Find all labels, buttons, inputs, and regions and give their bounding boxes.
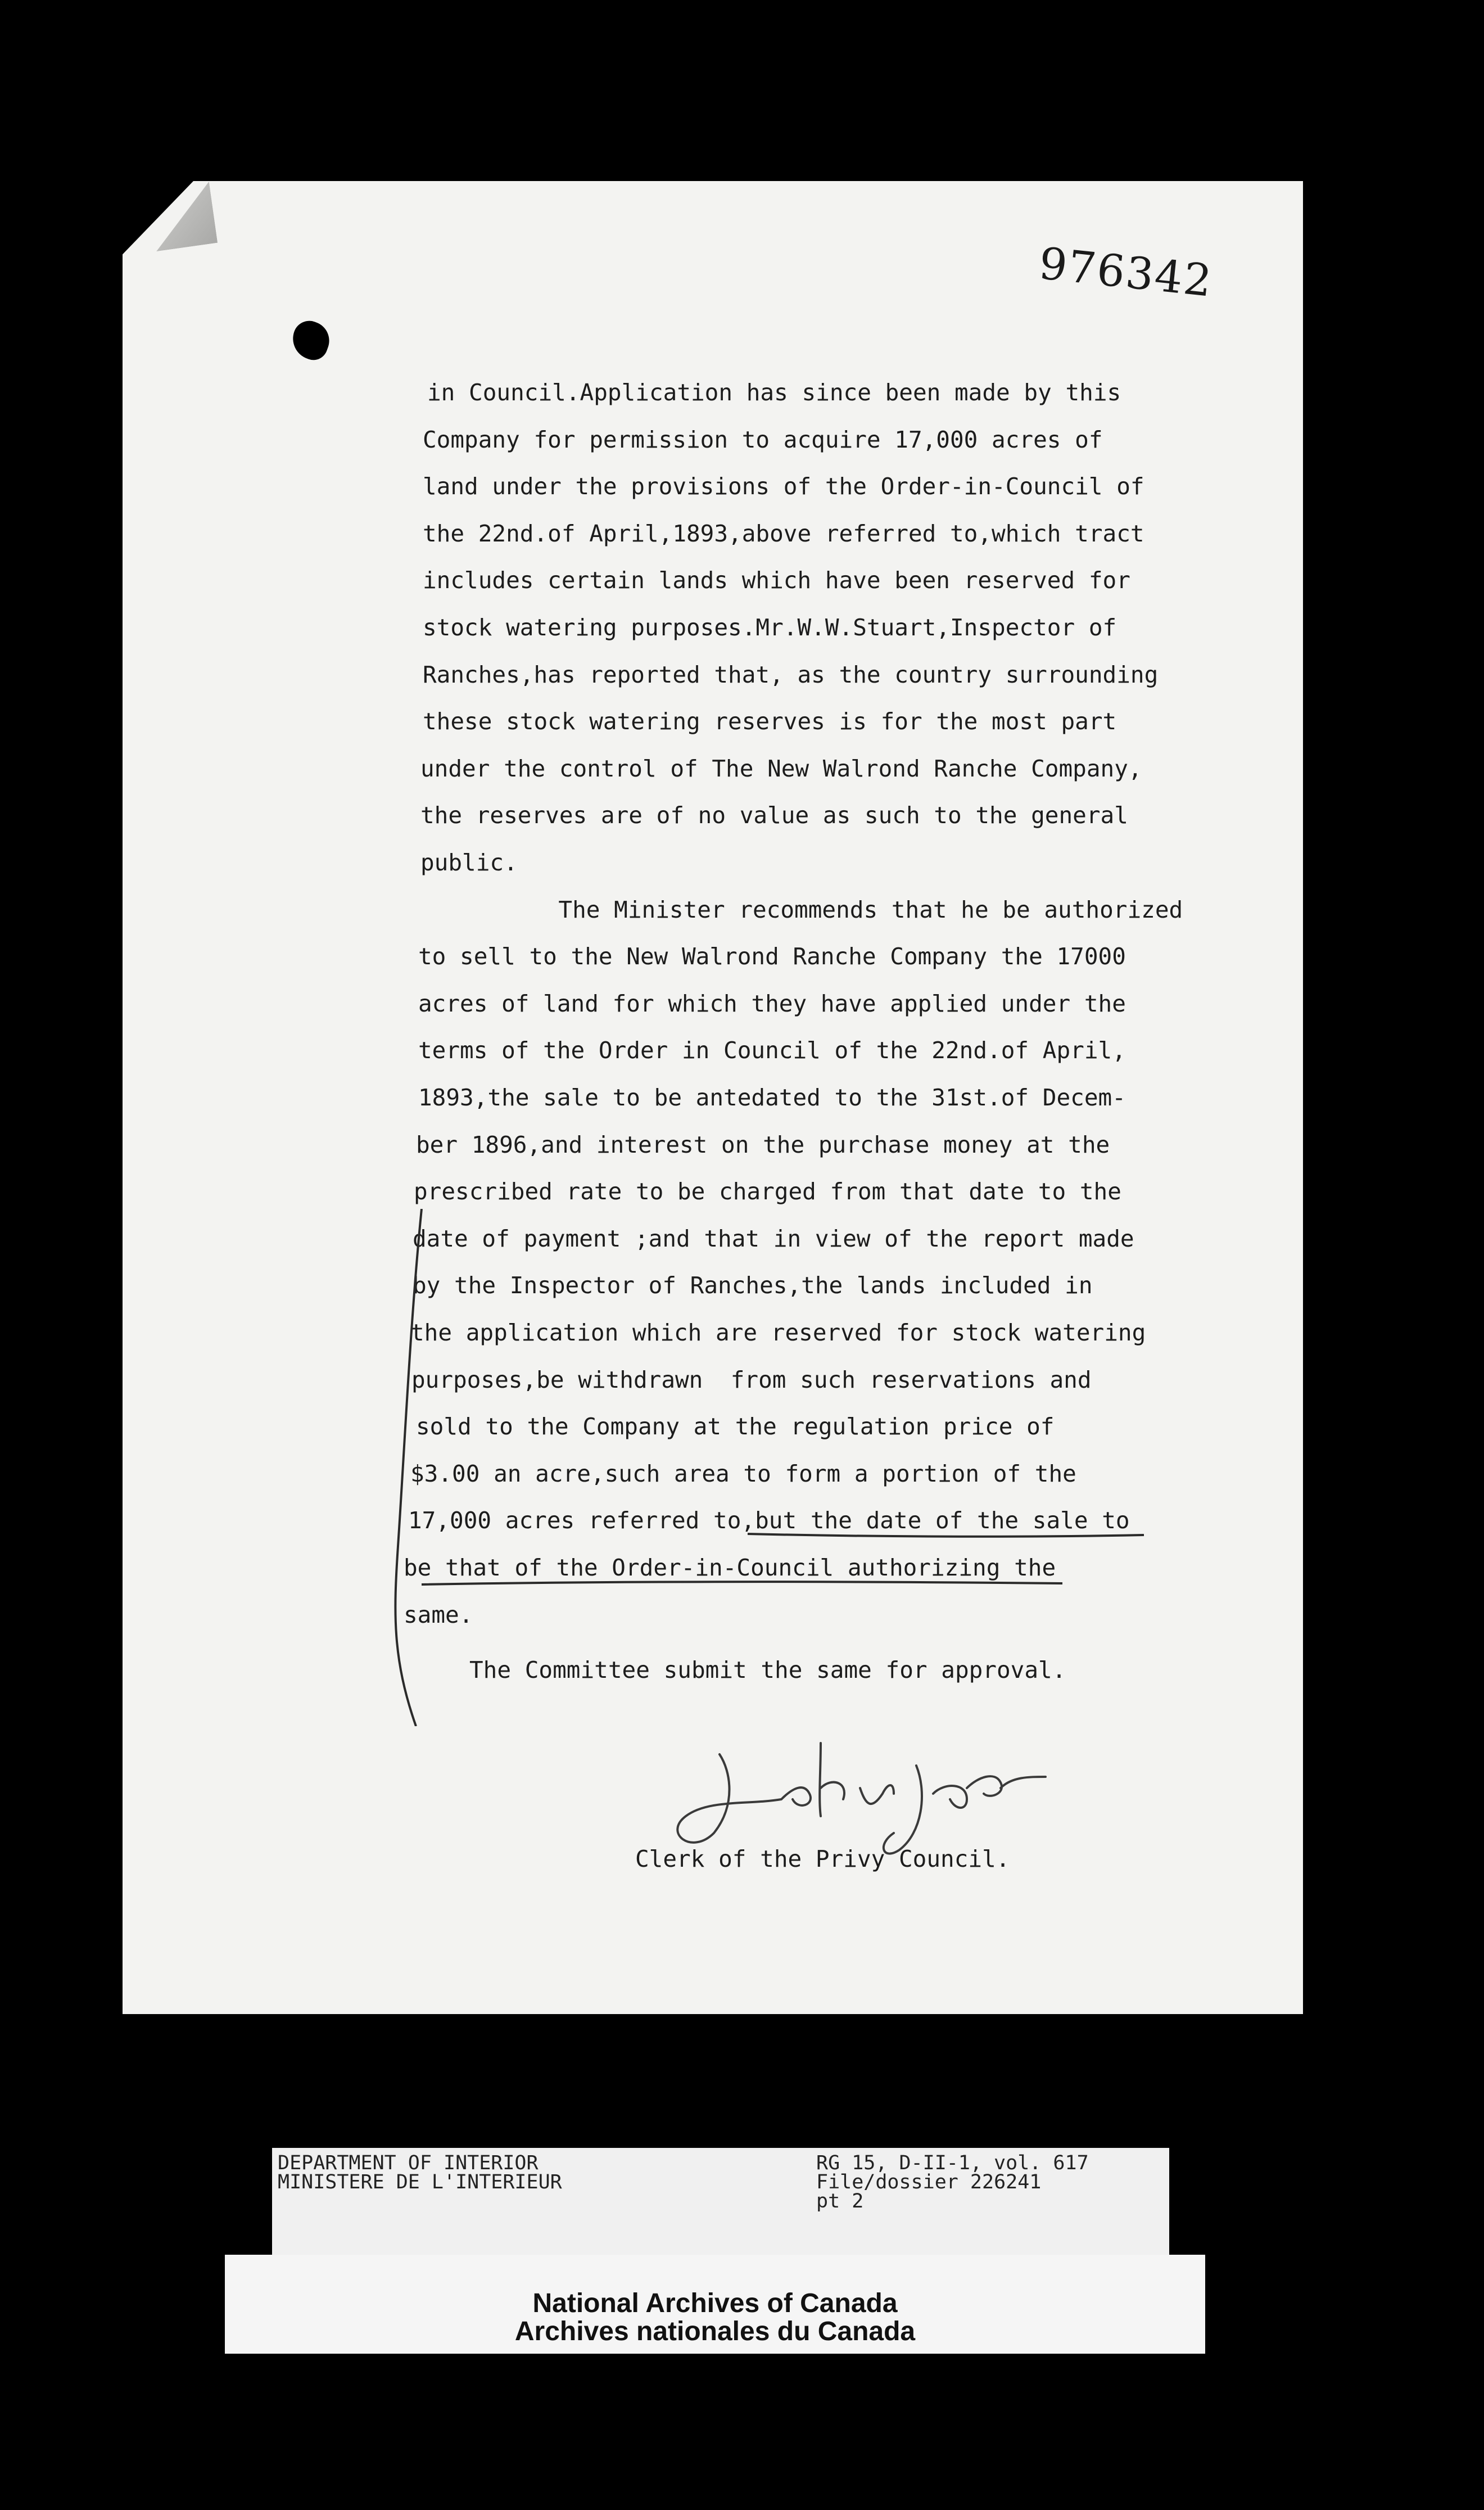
document-line: the 22nd.of April,1893,above referred to,which tract bbox=[423, 520, 1144, 547]
document-line: Ranches,has reported that, as the country surrounding bbox=[423, 661, 1159, 688]
document-line: date of payment ;and that in view of the report made bbox=[413, 1225, 1134, 1252]
document-line: terms of the Order in Council of the 22nd.of April, bbox=[418, 1037, 1126, 1064]
part-number: pt 2 bbox=[816, 2190, 864, 2213]
document-line: same. bbox=[404, 1601, 473, 1628]
document-line: stock watering purposes.Mr.W.W.Stuart,Inspector of bbox=[423, 614, 1117, 641]
handwritten-signature bbox=[652, 1721, 1068, 1861]
document-line: by the Inspector of Ranches,the lands included in bbox=[413, 1272, 1093, 1299]
department-english: DEPARTMENT OF INTERIOR bbox=[278, 2152, 539, 2174]
document-line: 1893,the sale to be antedated to the 31st.of Decem- bbox=[418, 1084, 1126, 1111]
archive-name-french: Archives nationales du Canada bbox=[514, 2317, 916, 2346]
closing-line: The Committee submit the same for approval. bbox=[469, 1656, 1066, 1683]
archive-banner bbox=[225, 2255, 1205, 2354]
department-french: MINISTERE DE L'INTERIEUR bbox=[278, 2171, 562, 2193]
pencil-underline-mark bbox=[388, 1518, 1175, 1608]
document-line: includes certain lands which have been reserved for bbox=[423, 567, 1130, 594]
document-line: to sell to the New Walrond Ranche Company the 17000 bbox=[418, 943, 1126, 970]
record-group-reference: RG 15, D-II-1, vol. 617 bbox=[816, 2152, 1089, 2174]
document-line: these stock watering reserves is for the most part bbox=[423, 708, 1117, 735]
file-dossier-number: File/dossier 226241 bbox=[816, 2171, 1042, 2193]
page-number: 976342 bbox=[1037, 238, 1215, 307]
document-line: prescribed rate to be charged from that date to the bbox=[414, 1178, 1121, 1205]
document-line: The Minister recommends that he be authorized bbox=[489, 896, 1183, 923]
archive-name-english: National Archives of Canada bbox=[532, 2288, 898, 2318]
document-line: Company for permission to acquire 17,000 acres of bbox=[423, 426, 1103, 453]
document-line: $3.00 an acre,such area to form a portion of the bbox=[410, 1460, 1076, 1487]
document-line: in Council.Application has since been made by this bbox=[427, 379, 1121, 406]
document-line: sold to the Company at the regulation price of bbox=[416, 1413, 1055, 1440]
archive-reference-label bbox=[272, 2148, 1169, 2264]
document-line: ber 1896,and interest on the purchase money at the bbox=[416, 1131, 1110, 1158]
signature-caption: Clerk of the Privy Council. bbox=[635, 1845, 1010, 1872]
document-line: purposes,be withdrawn from such reservations and bbox=[411, 1366, 1092, 1393]
document-line: the application which are reserved for stock watering bbox=[410, 1319, 1146, 1346]
document-line: under the control of The New Walrond Ranche Company, bbox=[420, 755, 1142, 782]
document-line: the reserves are of no value as such to the general bbox=[420, 802, 1128, 829]
document-line: be that of the Order-in-Council authorizing the bbox=[404, 1554, 1056, 1581]
document-line: acres of land for which they have applied under the bbox=[418, 990, 1126, 1017]
document-line: public. bbox=[420, 849, 518, 876]
document-line: land under the provisions of the Order-in-Council of bbox=[423, 473, 1144, 500]
document-line: 17,000 acres referred to,but the date of the sale to bbox=[408, 1507, 1130, 1534]
margin-bracket-mark bbox=[388, 1209, 455, 1726]
